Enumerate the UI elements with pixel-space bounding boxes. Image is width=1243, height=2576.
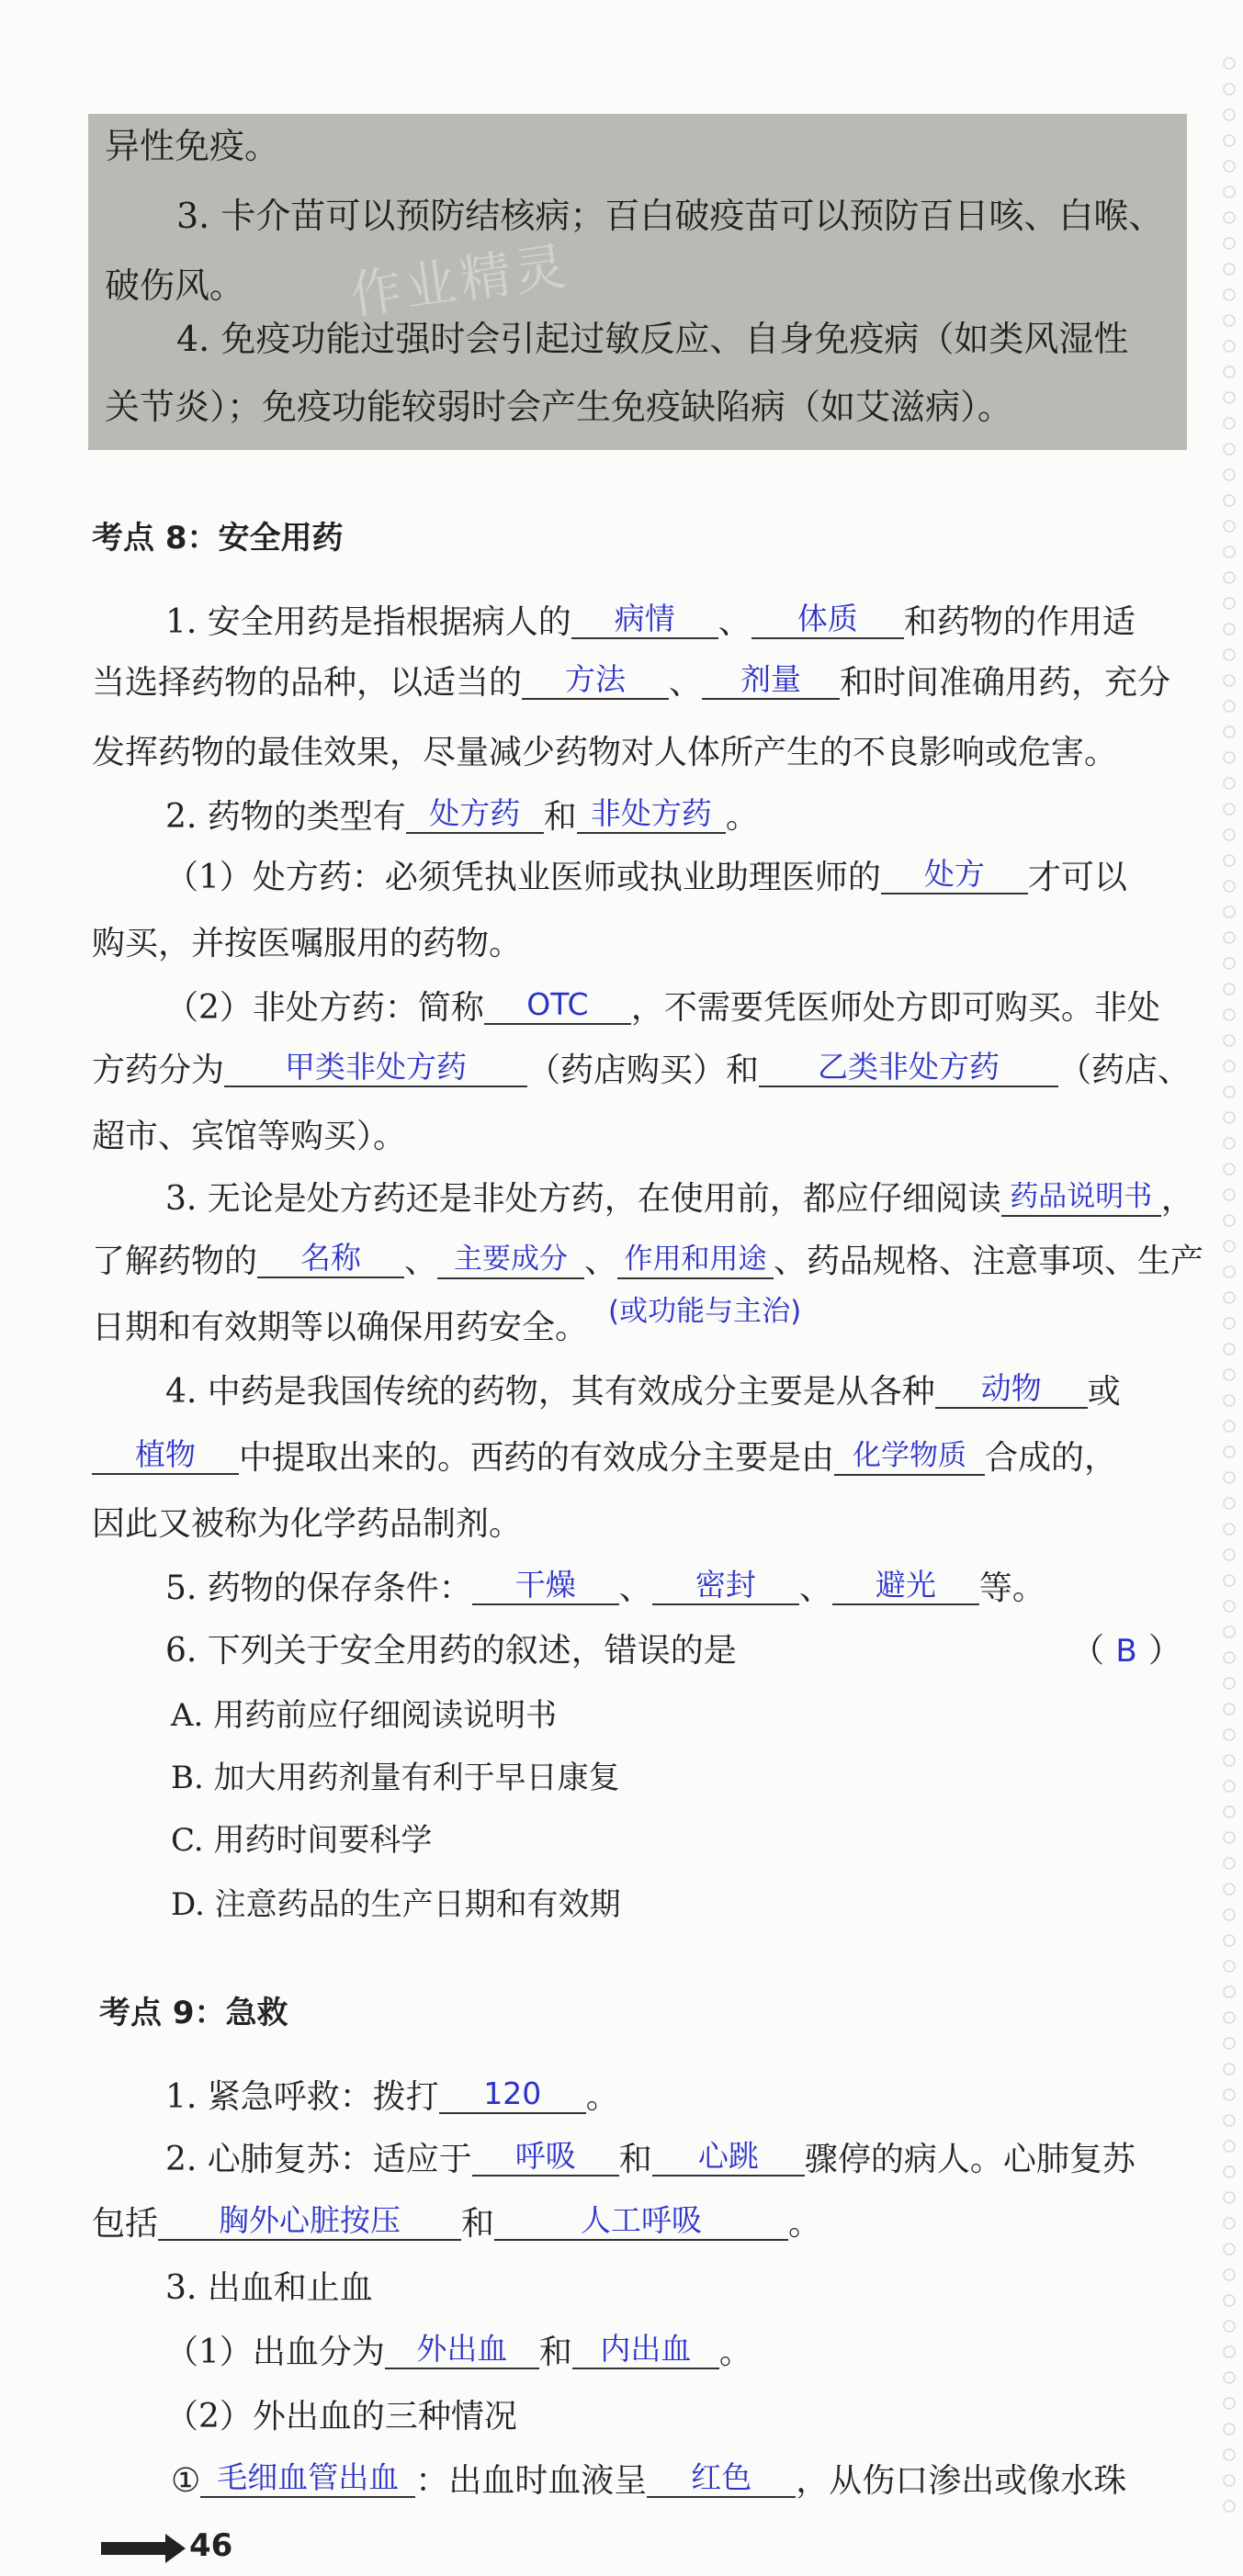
- question-line: 2. 心肺复苏：适应于 呼吸 和 心跳 骤停的病人。心肺复苏: [165, 2138, 1136, 2178]
- question-line: （1）出血分为 外出血 和 内出血 。: [165, 2331, 752, 2371]
- answer-blank: 呼吸: [472, 2138, 619, 2177]
- question-line: 3. 无论是处方药还是非处方药，在使用前，都应仔细阅读 药品说明书 ，: [165, 1180, 1194, 1218]
- answer-blank: 密封: [652, 1567, 799, 1605]
- answer-blank: 方法: [522, 661, 669, 700]
- question-line: （2）非处方药：简称 OTC ，不需要凭医师处方即可购买。非处: [165, 986, 1160, 1027]
- question-line: 当选择药物的品种，以适当的 方法 、 剂量 和时间准确用药，充分: [92, 661, 1171, 702]
- summary-line: 3. 卡介苗可以预防结核病；百白破疫苗可以预防百日咳、白喉、: [176, 196, 1164, 236]
- summary-line: 4. 免疫功能过强时会引起过敏反应、自身免疫病（如类风湿性: [176, 319, 1129, 359]
- choice-option: D. 注意药品的生产日期和有效期: [171, 1886, 621, 1923]
- answer-blank: 处方: [881, 856, 1028, 894]
- answer-blank: 心跳: [652, 2138, 805, 2177]
- answer-note: (或功能与主治): [608, 1295, 802, 1328]
- question-line: （2）外出血的三种情况: [165, 2398, 517, 2435]
- answer-blank: 体质: [751, 601, 904, 639]
- answer-blank: 非处方药: [577, 795, 726, 834]
- question-line: 5. 药物的保存条件： 干燥 、 密封 、 避光 等。: [165, 1567, 1045, 1607]
- answer-blank: 120: [439, 2075, 586, 2114]
- summary-line: 破伤风。: [105, 265, 245, 306]
- question-line: 1. 安全用药是指根据病人的 病情 、 体质 和药物的作用适: [165, 601, 1136, 641]
- question-line: 因此又被称为化学药品制剂。: [92, 1505, 523, 1543]
- answer-blank: 人工呼吸: [494, 2202, 788, 2241]
- answer-blank: 避光: [832, 1567, 979, 1605]
- answer-blank: 毛细血管出血: [200, 2459, 415, 2498]
- spiral-binding: [1221, 55, 1237, 2516]
- answer-blank: 病情: [571, 601, 718, 639]
- question-line: 发挥药物的最佳效果，尽量减少药物对人体所产生的不良影响或危害。: [92, 734, 1118, 771]
- question-line: 2. 药物的类型有 处方药 和 非处方药 。: [165, 795, 759, 836]
- summary-line: 关节炎）；免疫功能较弱时会产生免疫缺陷病（如艾滋病）。: [105, 387, 1013, 427]
- answer-blank: 植物: [92, 1436, 239, 1475]
- answer-blank: 动物: [935, 1370, 1088, 1409]
- question-line: （1）处方药：必须凭执业医师或执业助理医师的 处方 才可以: [165, 856, 1127, 896]
- answer-blank: 外出血: [385, 2331, 539, 2369]
- question-line: 包括 胸外心脏按压 和 人工呼吸 。: [92, 2202, 822, 2243]
- question-line: 1. 紧急呼救：拨打 120 。: [165, 2075, 619, 2116]
- question-line: 3. 出血和止血: [165, 2269, 373, 2307]
- question-line: 超市、宾馆等购买）。: [92, 1118, 407, 1155]
- answer-blank: 主要成分: [437, 1241, 584, 1279]
- answer-blank: 处方药: [406, 795, 544, 834]
- answer-blank: 药品说明书: [1001, 1178, 1161, 1217]
- question-line: ① 毛细血管出血 ：出血时血液呈 红色 ，从伤口渗出或像水珠: [171, 2459, 1127, 2500]
- question-line: 植物 中提取出来的。西药的有效成分主要是由 化学物质 合成的，: [92, 1438, 1117, 1479]
- question-line: 了解药物的 名称 、 主要成分 、 作用和用途 、药品规格、注意事项、生产: [92, 1240, 1204, 1280]
- answer-blank: 胸外心脏按压: [158, 2202, 461, 2241]
- answer-blank: 名称: [257, 1240, 404, 1278]
- answer-blank: 乙类非处方药: [759, 1049, 1058, 1087]
- watermark-logo: 作业精灵: [346, 236, 573, 327]
- choice-option: B. 加大用药剂量有利于早日康复: [171, 1760, 620, 1796]
- choice-option: C. 用药时间要科学: [171, 1822, 433, 1859]
- question-line: 方药分为 甲类非处方药 （药店购买）和 乙类非处方药 （药店、: [92, 1049, 1192, 1089]
- section-heading: 考点 9：急救: [99, 1995, 288, 2031]
- answer-blank: OTC: [484, 986, 631, 1025]
- summary-line: 异性免疫。: [105, 126, 280, 166]
- question-stem: 6. 下列关于安全用药的叙述，错误的是: [165, 1632, 737, 1670]
- answer-blank: 甲类非处方药: [224, 1049, 527, 1087]
- summary-box: [88, 114, 1187, 450]
- question-line: 日期和有效期等以确保用药安全。: [92, 1309, 589, 1346]
- answer-blank: 干燥: [472, 1567, 619, 1605]
- answer-blank: 作用和用途: [617, 1241, 774, 1279]
- arrow-icon: [101, 2542, 169, 2555]
- choice-answer: B: [1115, 1633, 1137, 1670]
- answer-blank: 红色: [647, 2459, 796, 2498]
- page-number: 46: [189, 2527, 233, 2564]
- answer-blank: 化学物质: [834, 1437, 985, 1476]
- choice-option: A. 用药前应仔细阅读说明书: [171, 1697, 558, 1734]
- question-line: 4. 中药是我国传统的药物，其有效成分主要是从各种 动物 或: [165, 1370, 1121, 1411]
- question-line: 购买，并按医嘱服用的药物。: [92, 925, 523, 962]
- answer-blank: 剂量: [702, 661, 840, 700]
- answer-blank: 内出血: [572, 2331, 719, 2369]
- section-heading: 考点 8：安全用药: [92, 520, 344, 557]
- answer-bracket: （ B ）: [1071, 1632, 1182, 1670]
